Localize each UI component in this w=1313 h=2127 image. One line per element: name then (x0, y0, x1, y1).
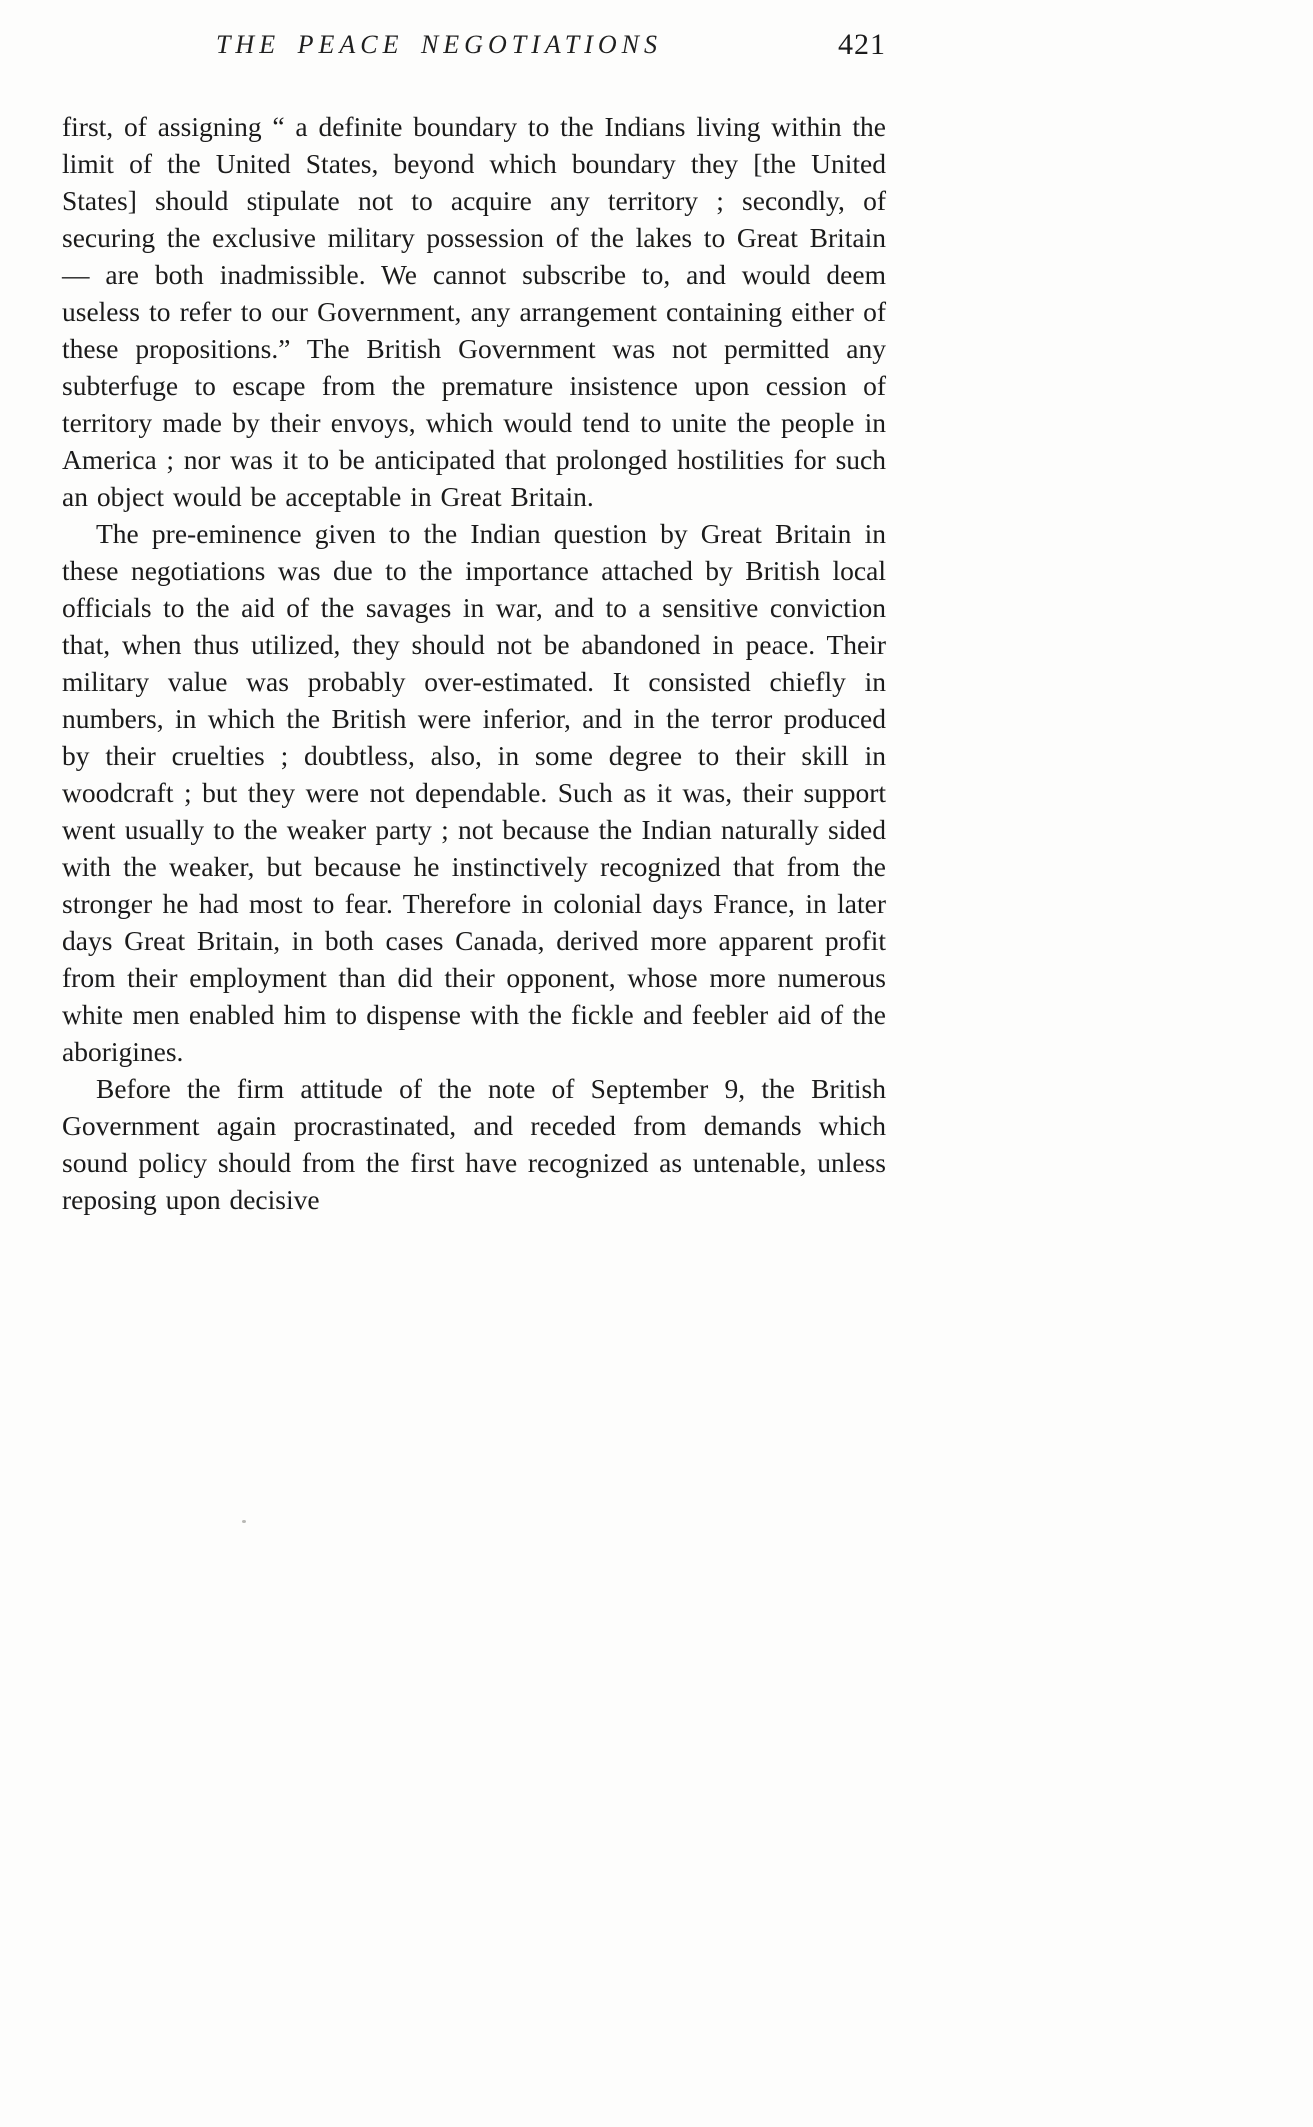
running-head (62, 30, 886, 76)
paragraph: The pre-eminence given to the Indian question by Great Britain in these negotiations was due to the importance attached by British local officials to the aid of the savages in war, and to a sensitive conviction that, when thus utilized, they should not be abandoned in peace. Their military value was probably over-estimated. It consisted chiefly in numbers, in which the British were inferior, and in the terror produced by their cruelties ; doubtless, also, in some degree to their skill in woodcraft ; but they were not dependable. Such as it was, their support went usually to the weaker party ; not because the Indian naturally sided with the weaker, but because he instinctively recognized that from the stronger he had most to fear. Therefore in colonial days France, in later days Great Britain, in both cases Canada, derived more apparent profit from their employment than did their opponent, whose more numerous white men enabled him to dispense with the fickle and feebler aid of the aborigines. (62, 518, 886, 1067)
text-block (62, 30, 886, 1218)
scan-artifact-speck (242, 1520, 246, 1523)
body-text (62, 108, 886, 1218)
paragraph: first, of assigning “ a definite boundary to the Indians living within the limit of the United States, beyond which boundary they [the United States] should stipulate not to acquire any territory ; secondly, of securing the exclusive military possession of the lakes to Great Britain — are both inadmissible. We cannot subscribe to, and would deem useless to refer to our Government, any arrangement containing either of these propositions.” The British Government was not permitted any subterfuge to escape from the premature insistence upon cession of territory made by their envoys, which would tend to unite the people in America ; nor was it to be anticipated that prolonged hostilities for such an object would be acceptable in Great Britain. (62, 111, 886, 512)
paragraph: Before the firm attitude of the note of September 9, the British Government again procrastinated, and receded from demands which sound policy should from the first have recognized as untenable, unless reposing upon decisive (62, 1073, 886, 1215)
chapter-running-title: THE PEACE NEGOTIATIONS (215, 30, 663, 59)
page-number: 421 (838, 28, 886, 61)
